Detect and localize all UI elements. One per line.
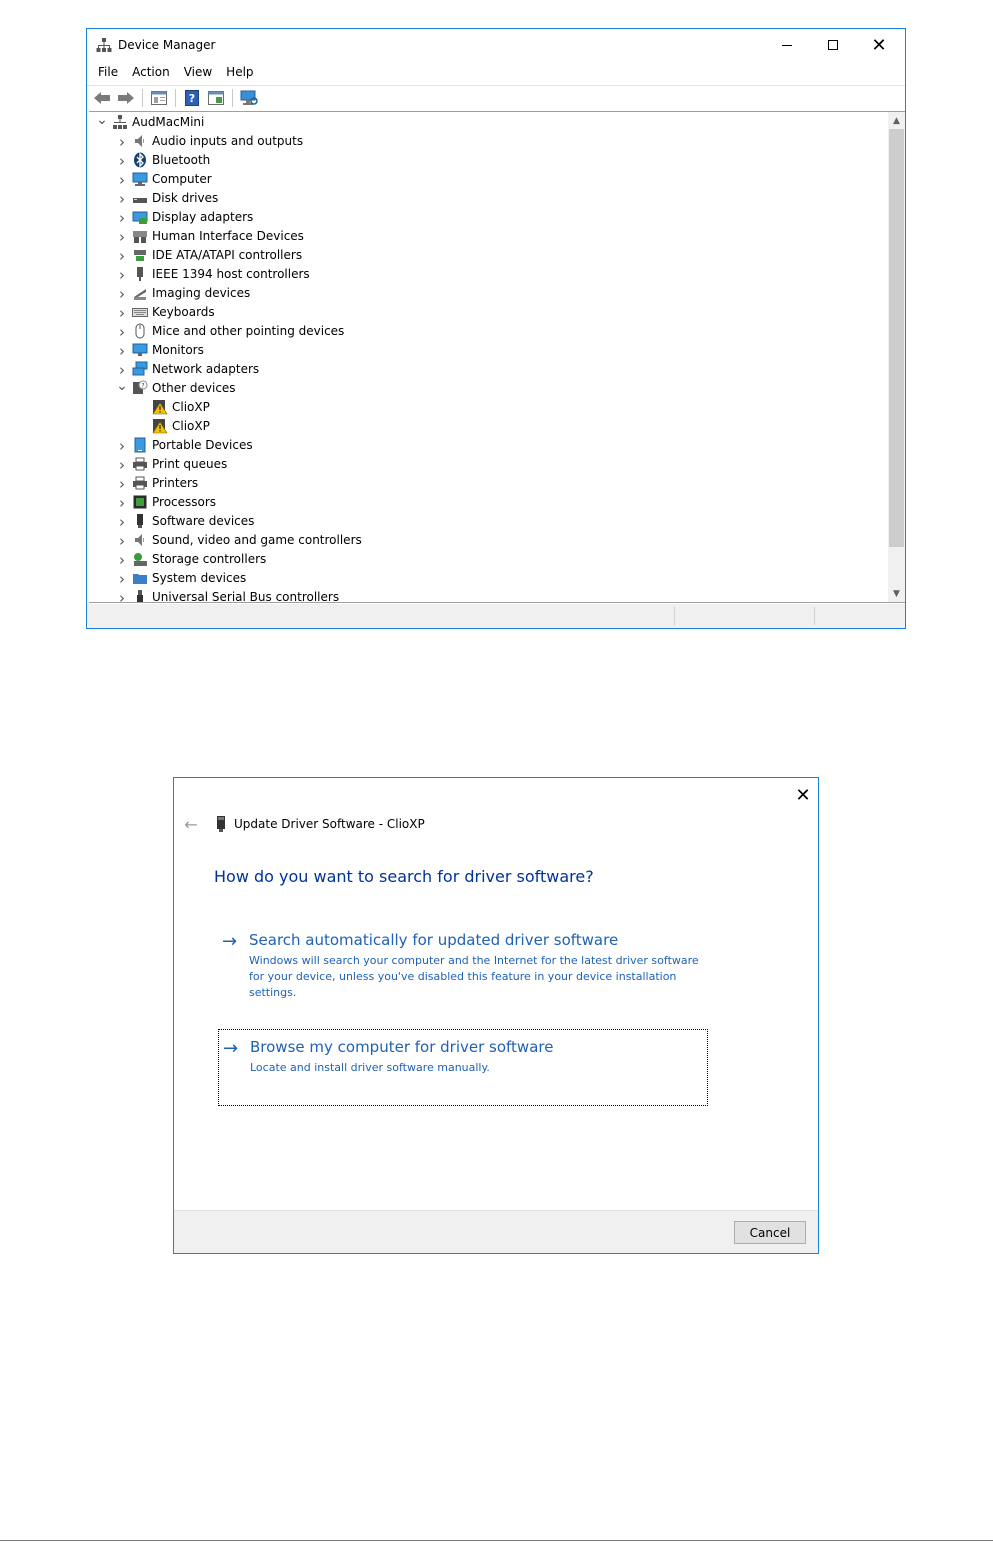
storage-icon [132,551,148,567]
expand-chevron-right-icon[interactable]: › [119,208,125,227]
scroll-down-button[interactable] [888,585,905,602]
tree-item[interactable] [135,417,879,436]
menu-action[interactable]: Action [132,65,170,79]
computer-icon [132,171,148,187]
tree-item[interactable] [115,151,879,170]
tree-item[interactable] [135,398,879,417]
maximize-button[interactable] [810,29,856,61]
tree-item[interactable] [115,512,879,531]
expand-chevron-right-icon[interactable]: › [119,322,125,341]
tree-item[interactable] [115,303,879,322]
toolbar-separator [232,89,233,107]
tree-item[interactable] [115,208,879,227]
forward-icon [117,91,135,105]
expand-chevron-right-icon[interactable]: › [119,360,125,379]
cancel-button[interactable]: Cancel [734,1221,806,1244]
menu-help[interactable]: Help [226,65,254,79]
device-manager-icon [112,114,128,130]
expand-chevron-down-icon[interactable]: ⌄ [116,377,128,394]
maximize-icon [828,40,838,50]
tree-item-label: IDE ATA/ATAPI controllers [152,248,303,262]
expand-chevron-right-icon[interactable]: › [119,170,125,189]
menu-file[interactable]: File [98,65,119,79]
expand-chevron-right-icon[interactable]: › [119,189,125,208]
tree-item[interactable] [115,170,879,189]
device-manager-icon [96,37,112,53]
status-divider [674,607,675,625]
search-automatically-title: Search automatically for updated driver software [249,931,619,949]
toolbar [87,85,905,109]
tree-item[interactable] [115,550,879,569]
disk-icon [132,190,148,206]
tree-item[interactable] [115,189,879,208]
tree-item[interactable] [115,227,879,246]
speaker-icon [132,532,148,548]
warning-device-icon [152,418,168,434]
tree-item[interactable] [115,284,879,303]
menu-view[interactable]: View [183,65,213,79]
expand-chevron-right-icon[interactable]: › [119,227,125,246]
toolbar-separator [175,89,176,107]
status-divider [814,607,815,625]
expand-chevron-right-icon[interactable]: › [119,512,125,531]
tree-item[interactable] [115,455,879,474]
properties-icon [151,91,167,105]
window-title: Device Manager [118,38,216,52]
tree-item-label: Human Interface Devices [152,229,304,243]
tree-item-label: Print queues [152,457,228,471]
svg-text:?: ? [188,91,196,105]
close-icon: ✕ [871,34,887,56]
scroll-up-button[interactable] [888,112,905,129]
browse-computer-title: Browse my computer for driver software [250,1038,554,1056]
search-automatically-option[interactable] [218,931,708,1001]
tree-item[interactable] [115,436,879,455]
title-bar[interactable] [87,29,905,61]
expand-chevron-right-icon[interactable]: › [119,455,125,474]
tree-item-label: Network adapters [152,362,260,376]
speaker-icon [132,133,148,149]
close-button[interactable] [856,29,902,61]
tree-item[interactable] [115,569,879,588]
dialog-heading: How do you want to search for driver software? [214,867,594,886]
back-button[interactable] [91,88,113,108]
tree-item-label: AudMacMini [132,115,205,129]
help-button[interactable] [181,88,203,108]
camera-icon [132,285,148,301]
vertical-scrollbar[interactable] [888,112,905,602]
arrow-right-icon: → [223,1038,239,1059]
tree-item-label: System devices [152,571,247,585]
expand-chevron-right-icon[interactable]: › [119,132,125,151]
mouse-icon [132,323,148,339]
browse-computer-option[interactable] [218,1029,708,1106]
device-manager-window [86,28,906,629]
tree-item-label: Software devices [152,514,255,528]
minimize-button[interactable] [764,29,810,61]
arrow-right-icon: → [222,931,238,952]
scan-hardware-button[interactable] [238,88,260,108]
portable-device-icon [132,437,148,453]
expand-chevron-right-icon[interactable]: › [119,436,125,455]
tree-item[interactable] [115,360,879,379]
expand-chevron-right-icon[interactable]: › [119,493,125,512]
network-icon [132,361,148,377]
tree-item-label: Storage controllers [152,552,267,566]
update-driver-dialog [173,777,819,1254]
tree-item-label: IEEE 1394 host controllers [152,267,310,281]
tree-root-node[interactable] [95,113,879,132]
search-automatically-description: Windows will search your computer and the Internet for the latest driver software for your device, unless you've disabled this feature in your device installation settings. [249,954,699,999]
status-bar [87,604,905,628]
tree-item-label: Computer [152,172,212,186]
expand-chevron-right-icon[interactable]: › [119,246,125,265]
ide-icon [132,247,148,263]
tree-item[interactable] [115,265,879,284]
hid-icon [132,228,148,244]
forward-button[interactable] [115,88,137,108]
back-arrow-icon: ← [184,814,198,834]
folder-icon [132,570,148,586]
unknown-device-icon [132,380,148,396]
keyboard-icon [132,304,148,320]
tree-item-label: Audio inputs and outputs [152,134,304,148]
tree-item-label: Portable Devices [152,438,253,452]
software-device-icon [132,513,148,529]
scroll-thumb[interactable] [889,129,904,547]
printer-icon [132,456,148,472]
monitor-icon [132,342,148,358]
show-hide-icon [208,91,224,105]
tree-item-label: Keyboards [152,305,215,319]
svg-text:?: ? [141,382,145,390]
warning-device-icon [152,399,168,415]
expand-chevron-down-icon[interactable]: ⌄ [96,111,108,128]
tree-item[interactable] [115,474,879,493]
tree-item[interactable] [115,322,879,341]
firewire-icon [132,266,148,282]
tree-item-label: Other devices [152,381,236,395]
browse-computer-description: Locate and install driver software manually. [250,1061,490,1074]
dialog-title: Update Driver Software - ClioXP [234,817,425,831]
display-adapter-icon [132,209,148,225]
expand-chevron-right-icon[interactable]: › [119,550,125,569]
expand-chevron-right-icon[interactable]: › [119,265,125,284]
tree-item[interactable] [115,379,879,398]
dialog-close-button[interactable] [788,782,818,808]
tree-item-label: Printers [152,476,199,490]
back-icon [93,91,111,105]
device-icon [214,816,228,832]
expand-chevron-right-icon[interactable]: › [119,303,125,322]
toolbar-separator [142,89,143,107]
tree-item[interactable] [115,246,879,265]
expand-chevron-right-icon[interactable]: › [119,569,125,588]
device-tree[interactable] [89,111,905,603]
dialog-back-button[interactable] [181,814,201,834]
tree-item-label: Monitors [152,343,204,357]
expand-chevron-right-icon[interactable]: › [119,588,125,603]
printer-icon [132,475,148,491]
dialog-footer [174,1210,818,1254]
tree-item-label: Bluetooth [152,153,211,167]
tree-item[interactable] [115,132,879,151]
tree-item[interactable] [115,493,879,512]
chevron-down-icon: ▼ [893,588,900,599]
help-icon [185,90,199,106]
tree-item-label: ClioXP [172,400,210,414]
page-divider [0,1540,993,1541]
expand-chevron-right-icon[interactable]: › [119,474,125,493]
bluetooth-icon [132,152,148,168]
tree-item[interactable] [115,531,879,550]
processor-icon [132,494,148,510]
tree-item-label: Imaging devices [152,286,251,300]
tree-item-label: ClioXP [172,419,210,433]
expand-chevron-right-icon[interactable]: › [119,284,125,303]
minimize-icon [782,45,792,46]
tree-item-label: Universal Serial Bus controllers [152,590,340,603]
tree-item-label: Display adapters [152,210,254,224]
tree-item-label: Processors [152,495,217,509]
tree-item-label: Sound, video and game controllers [152,533,362,547]
expand-chevron-right-icon[interactable]: › [119,151,125,170]
chevron-up-icon: ▲ [893,115,900,126]
scan-hardware-icon [240,90,258,106]
tree-item[interactable] [115,588,879,603]
properties-button[interactable] [148,88,170,108]
expand-chevron-right-icon[interactable]: › [119,341,125,360]
usb-icon [132,589,148,603]
tree-item-label: Mice and other pointing devices [152,324,345,338]
tree-item-label: Disk drives [152,191,219,205]
close-icon: ✕ [795,784,811,806]
show-hide-button[interactable] [205,88,227,108]
tree-item[interactable] [115,341,879,360]
menu-bar [87,63,905,83]
expand-chevron-right-icon[interactable]: › [119,531,125,550]
